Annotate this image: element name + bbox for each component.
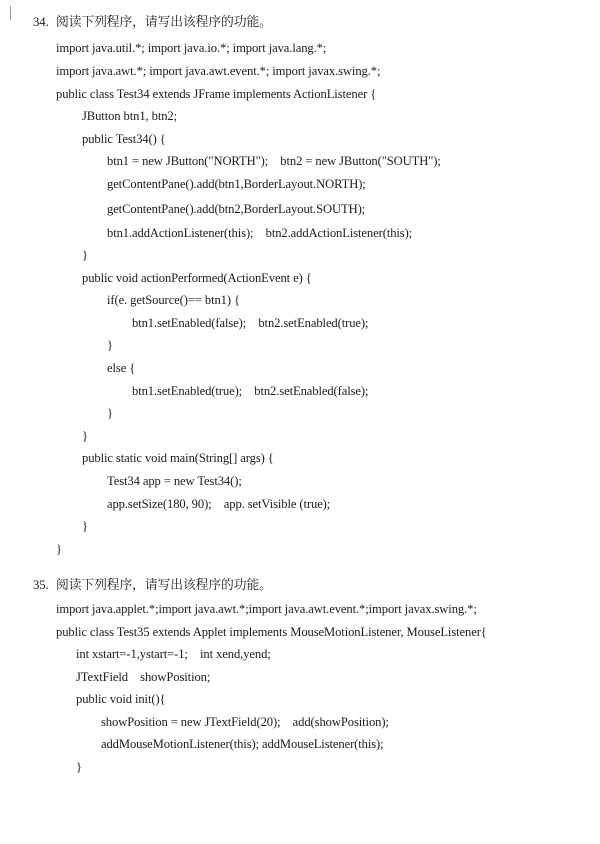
code-line: showPosition = new JTextField(20); add(showPosition); — [101, 715, 389, 729]
code-line: import java.awt.*; import java.awt.event.*; import javax.swing.*; — [56, 64, 381, 78]
code-line: JButton btn1, btn2; — [82, 109, 178, 123]
code-line: import java.util.*; import java.io.*; import java.lang.*; — [56, 41, 327, 55]
code-line: public static void main(String[] args) { — [82, 451, 274, 465]
question-35-prompt: 阅读下列程序，请写出该程序的功能。 — [56, 578, 272, 592]
code-line: public void init(){ — [76, 692, 166, 706]
code-line: import java.applet.*;import java.awt.*;import java.awt.event.*;import javax.swing.*; — [56, 602, 477, 616]
question-34-prompt: 阅读下列程序，请写出该程序的功能。 — [56, 15, 272, 29]
code-line: else { — [107, 361, 136, 375]
code-line: } — [76, 760, 82, 774]
code-line: Test34 app = new Test34(); — [107, 474, 242, 488]
code-line: } — [56, 542, 62, 556]
margin-mark — [10, 6, 11, 20]
code-line: } — [107, 406, 113, 420]
code-line: btn1.addActionListener(this); btn2.addActionListener(this); — [107, 226, 413, 240]
code-line: } — [82, 429, 88, 443]
question-34-number: 34. — [33, 15, 49, 29]
code-line: app.setSize(180, 90); app. setVisible (true); — [107, 497, 331, 511]
code-line: btn1.setEnabled(false); btn2.setEnabled(true); — [132, 316, 369, 330]
code-line: btn1.setEnabled(true); btn2.setEnabled(false); — [132, 384, 369, 398]
question-35-number: 35. — [33, 578, 49, 592]
code-line: addMouseMotionListener(this); addMouseListener(this); — [101, 737, 384, 751]
code-line: int xstart=-1,ystart=-1; int xend,yend; — [76, 647, 271, 661]
code-line: btn1 = new JButton("NORTH"); btn2 = new JButton("SOUTH"); — [107, 154, 441, 168]
code-line: } — [82, 519, 88, 533]
code-line: public void actionPerformed(ActionEvent e) { — [82, 271, 312, 285]
code-line: JTextField showPosition; — [76, 670, 211, 684]
code-line: } — [82, 248, 88, 262]
code-line: public class Test34 extends JFrame implements ActionListener { — [56, 87, 377, 101]
code-line: getContentPane().add(btn2,BorderLayout.SOUTH); — [107, 202, 366, 216]
code-line: getContentPane().add(btn1,BorderLayout.NORTH); — [107, 177, 366, 191]
code-line: public class Test35 extends Applet implements MouseMotionListener, MouseListener{ — [56, 625, 487, 639]
code-line: if(e. getSource()== btn1) { — [107, 293, 240, 307]
code-line: } — [107, 338, 113, 352]
code-line: public Test34() { — [82, 132, 166, 146]
